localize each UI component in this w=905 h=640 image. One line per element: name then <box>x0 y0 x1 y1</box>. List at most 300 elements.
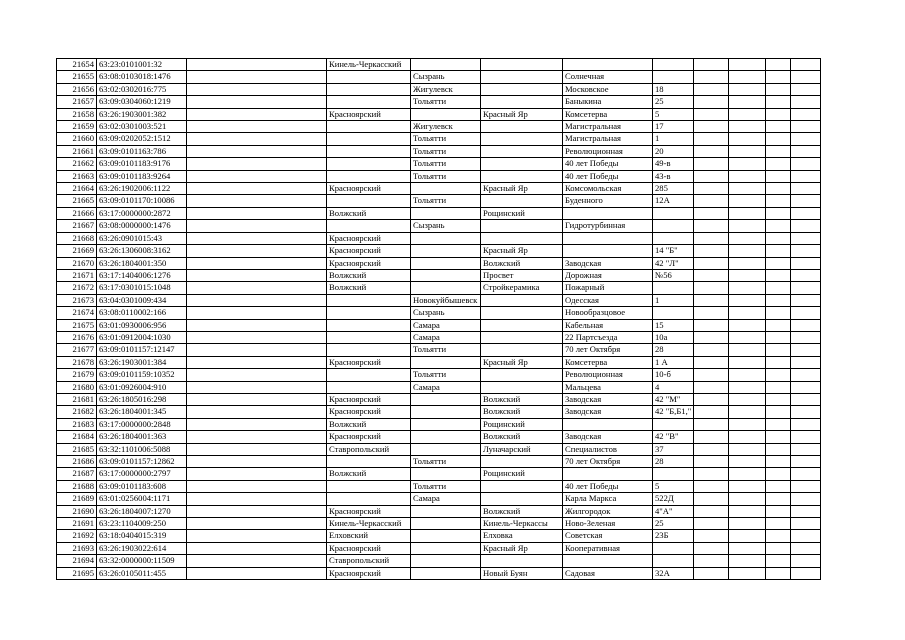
cell-city <box>411 393 481 405</box>
cell-city <box>411 555 481 567</box>
cell-city <box>411 406 481 418</box>
cell-settlement: Кинель-Черкассы <box>481 518 563 530</box>
cell-extra-3 <box>766 294 791 306</box>
cell-extra-1 <box>694 83 729 95</box>
cell-cadastral-number: 63:17:0000000:2797 <box>97 468 187 480</box>
cell-city <box>411 207 481 219</box>
cell-settlement <box>481 480 563 492</box>
cell-street: Революционная <box>563 145 653 157</box>
cell-house <box>653 220 694 232</box>
cell-settlement <box>481 83 563 95</box>
cell-cadastral-number: 63:17:0000000:2848 <box>97 418 187 430</box>
cell-extra-3 <box>766 468 791 480</box>
cell-extra-3 <box>766 393 791 405</box>
cell-extra-2 <box>729 158 766 170</box>
cell-house <box>653 232 694 244</box>
cell-id: 21675 <box>57 319 97 331</box>
cell-id: 21678 <box>57 356 97 368</box>
cell-extra-2 <box>729 133 766 145</box>
cell-extra-3 <box>766 480 791 492</box>
cell-id: 21662 <box>57 158 97 170</box>
cell-street: Заводская <box>563 431 653 443</box>
cell-district: Волжский <box>327 468 411 480</box>
cell-extra-3 <box>766 269 791 281</box>
cell-extra-1 <box>694 381 729 393</box>
cell-id: 21666 <box>57 207 97 219</box>
cell-settlement <box>481 96 563 108</box>
cell-extra-1 <box>694 443 729 455</box>
cell-extra-4 <box>791 567 821 579</box>
cell-empty <box>187 257 327 269</box>
cell-extra-4 <box>791 418 821 430</box>
cell-city: Тольятти <box>411 96 481 108</box>
cell-extra-1 <box>694 183 729 195</box>
cell-district: Елховский <box>327 530 411 542</box>
cell-extra-2 <box>729 282 766 294</box>
cell-extra-4 <box>791 542 821 554</box>
cell-empty <box>187 207 327 219</box>
cell-extra-4 <box>791 406 821 418</box>
cell-city: Самара <box>411 381 481 393</box>
cell-id: 21686 <box>57 456 97 468</box>
cell-street: 40 лет Победы <box>563 480 653 492</box>
table-row <box>57 282 821 294</box>
cell-street: Заводская <box>563 406 653 418</box>
table-row <box>57 542 821 554</box>
cell-extra-4 <box>791 145 821 157</box>
cell-extra-4 <box>791 183 821 195</box>
cell-district: Красноярский <box>327 567 411 579</box>
cell-cadastral-number: 63:26:1902006:1122 <box>97 183 187 195</box>
cell-district <box>327 71 411 83</box>
cell-extra-1 <box>694 493 729 505</box>
cell-settlement: Волжский <box>481 257 563 269</box>
cell-extra-3 <box>766 183 791 195</box>
cell-extra-3 <box>766 59 791 71</box>
cell-street <box>563 245 653 257</box>
cell-extra-3 <box>766 245 791 257</box>
cell-extra-4 <box>791 331 821 343</box>
cell-district <box>327 456 411 468</box>
table-row <box>57 393 821 405</box>
cell-extra-4 <box>791 245 821 257</box>
cell-district <box>327 493 411 505</box>
cell-extra-3 <box>766 145 791 157</box>
cell-street: Комсомольская <box>563 183 653 195</box>
cell-extra-2 <box>729 480 766 492</box>
cell-house <box>653 282 694 294</box>
cell-cadastral-number: 63:17:0000000:2872 <box>97 207 187 219</box>
cell-extra-1 <box>694 393 729 405</box>
table-row <box>57 406 821 418</box>
cell-extra-2 <box>729 257 766 269</box>
cell-city: Тольятти <box>411 480 481 492</box>
cell-city <box>411 518 481 530</box>
cell-empty <box>187 158 327 170</box>
cell-city <box>411 232 481 244</box>
table-row <box>57 183 821 195</box>
cell-settlement: Елховка <box>481 530 563 542</box>
cell-street: 22 Партсъезда <box>563 331 653 343</box>
cell-street: Революционная <box>563 369 653 381</box>
cell-empty <box>187 282 327 294</box>
cell-settlement <box>481 145 563 157</box>
cell-id: 21669 <box>57 245 97 257</box>
cell-extra-4 <box>791 220 821 232</box>
cell-extra-3 <box>766 195 791 207</box>
cell-empty <box>187 505 327 517</box>
cell-city <box>411 431 481 443</box>
cell-extra-4 <box>791 431 821 443</box>
cell-cadastral-number: 63:09:0101159:10352 <box>97 369 187 381</box>
cell-district: Кинель-Черкасский <box>327 518 411 530</box>
cell-extra-2 <box>729 232 766 244</box>
cell-district: Красноярский <box>327 542 411 554</box>
cell-street: 70 лет Октября <box>563 344 653 356</box>
cell-house: 32А <box>653 567 694 579</box>
cell-extra-3 <box>766 121 791 133</box>
cell-settlement <box>481 307 563 319</box>
cell-district <box>327 344 411 356</box>
cell-city: Самара <box>411 331 481 343</box>
cell-settlement <box>481 121 563 133</box>
cell-street: 70 лет Октября <box>563 456 653 468</box>
cell-street: 40 лет Победы <box>563 170 653 182</box>
cell-city: Сызрань <box>411 307 481 319</box>
cell-settlement: Красный Яр <box>481 356 563 368</box>
cell-house: 4 <box>653 381 694 393</box>
cell-id: 21667 <box>57 220 97 232</box>
table-row <box>57 567 821 579</box>
cell-city <box>411 269 481 281</box>
table-body <box>57 59 821 580</box>
cell-empty <box>187 307 327 319</box>
cell-id: 21687 <box>57 468 97 480</box>
cell-extra-2 <box>729 369 766 381</box>
cell-empty <box>187 294 327 306</box>
cell-id: 21693 <box>57 542 97 554</box>
cell-extra-4 <box>791 170 821 182</box>
cell-id: 21694 <box>57 555 97 567</box>
cell-settlement: Просвет <box>481 269 563 281</box>
cell-city: Жигулевск <box>411 121 481 133</box>
cell-house <box>653 542 694 554</box>
cell-extra-4 <box>791 232 821 244</box>
cell-street: Кабельная <box>563 319 653 331</box>
table-row <box>57 344 821 356</box>
cell-house: 42 "М" <box>653 393 694 405</box>
cell-settlement: Красный Яр <box>481 245 563 257</box>
cell-extra-1 <box>694 245 729 257</box>
cell-street <box>563 59 653 71</box>
cell-city: Самара <box>411 319 481 331</box>
cell-extra-3 <box>766 456 791 468</box>
cell-house <box>653 59 694 71</box>
cell-street: Баныкина <box>563 96 653 108</box>
cell-extra-3 <box>766 232 791 244</box>
cell-extra-2 <box>729 406 766 418</box>
cell-house: 522Д <box>653 493 694 505</box>
cell-cadastral-number: 63:09:0101183:9264 <box>97 170 187 182</box>
cell-cadastral-number: 63:02:0302016:775 <box>97 83 187 95</box>
cell-house: 42 "В" <box>653 431 694 443</box>
cell-district <box>327 83 411 95</box>
table-row <box>57 530 821 542</box>
cell-district: Красноярский <box>327 108 411 120</box>
cell-extra-1 <box>694 121 729 133</box>
cell-empty <box>187 493 327 505</box>
cell-city <box>411 59 481 71</box>
cell-settlement: Красный Яр <box>481 108 563 120</box>
cell-empty <box>187 319 327 331</box>
cell-city: Сызрань <box>411 220 481 232</box>
cell-extra-1 <box>694 331 729 343</box>
cell-extra-2 <box>729 443 766 455</box>
cell-cadastral-number: 63:26:1903001:384 <box>97 356 187 368</box>
cell-extra-1 <box>694 232 729 244</box>
cell-extra-1 <box>694 518 729 530</box>
cell-empty <box>187 567 327 579</box>
cell-house: 4"А" <box>653 505 694 517</box>
table-row <box>57 96 821 108</box>
cell-cadastral-number: 63:09:0101183:9176 <box>97 158 187 170</box>
cell-cadastral-number: 63:09:0101157:12147 <box>97 344 187 356</box>
cell-extra-4 <box>791 71 821 83</box>
cell-house: 5 <box>653 108 694 120</box>
cell-extra-4 <box>791 269 821 281</box>
table-row <box>57 220 821 232</box>
cell-extra-3 <box>766 133 791 145</box>
cell-city <box>411 530 481 542</box>
cell-extra-4 <box>791 133 821 145</box>
cell-house: 1 <box>653 133 694 145</box>
table-row <box>57 294 821 306</box>
cell-cadastral-number: 63:09:0202052:1512 <box>97 133 187 145</box>
cell-district <box>327 294 411 306</box>
cell-extra-2 <box>729 331 766 343</box>
cell-settlement: Новый Буян <box>481 567 563 579</box>
cell-extra-3 <box>766 257 791 269</box>
cell-settlement: Волжский <box>481 431 563 443</box>
cell-house: 43-в <box>653 170 694 182</box>
cell-district: Красноярский <box>327 245 411 257</box>
cell-settlement: Красный Яр <box>481 183 563 195</box>
cell-district <box>327 158 411 170</box>
cell-empty <box>187 431 327 443</box>
cell-extra-2 <box>729 170 766 182</box>
cell-extra-3 <box>766 406 791 418</box>
cell-cadastral-number: 63:26:1805016:298 <box>97 393 187 405</box>
cell-extra-2 <box>729 393 766 405</box>
cell-district: Ставропольский <box>327 443 411 455</box>
cell-id: 21658 <box>57 108 97 120</box>
table-row <box>57 245 821 257</box>
cell-house <box>653 468 694 480</box>
cell-extra-1 <box>694 145 729 157</box>
cell-house: 42 "Л" <box>653 257 694 269</box>
cell-cadastral-number: 63:23:0101001:32 <box>97 59 187 71</box>
cell-id: 21671 <box>57 269 97 281</box>
cell-id: 21655 <box>57 71 97 83</box>
cell-extra-1 <box>694 344 729 356</box>
cell-district <box>327 170 411 182</box>
cell-extra-4 <box>791 443 821 455</box>
cell-id: 21692 <box>57 530 97 542</box>
cell-extra-2 <box>729 530 766 542</box>
cell-id: 21683 <box>57 418 97 430</box>
cell-street: Советская <box>563 530 653 542</box>
cell-city <box>411 183 481 195</box>
cell-extra-3 <box>766 369 791 381</box>
table-row <box>57 381 821 393</box>
cell-house: 25 <box>653 518 694 530</box>
cell-settlement: Волжский <box>481 406 563 418</box>
cell-settlement <box>481 555 563 567</box>
cell-extra-2 <box>729 121 766 133</box>
cell-district: Красноярский <box>327 505 411 517</box>
cell-empty <box>187 183 327 195</box>
cell-extra-3 <box>766 207 791 219</box>
cell-district <box>327 369 411 381</box>
table-row <box>57 356 821 368</box>
table-row <box>57 431 821 443</box>
table-row <box>57 269 821 281</box>
table-row <box>57 133 821 145</box>
cell-settlement <box>481 344 563 356</box>
cell-street: Дорожная <box>563 269 653 281</box>
table-row <box>57 121 821 133</box>
cell-street: Московское <box>563 83 653 95</box>
cell-house: 10-б <box>653 369 694 381</box>
cell-city: Сызрань <box>411 71 481 83</box>
cell-district: Красноярский <box>327 393 411 405</box>
cell-cadastral-number: 63:26:1903001:382 <box>97 108 187 120</box>
cell-house: 28 <box>653 344 694 356</box>
cell-district: Волжский <box>327 418 411 430</box>
cell-id: 21677 <box>57 344 97 356</box>
cell-extra-3 <box>766 505 791 517</box>
cell-extra-2 <box>729 493 766 505</box>
cell-empty <box>187 418 327 430</box>
cell-extra-4 <box>791 555 821 567</box>
cell-empty <box>187 195 327 207</box>
cell-id: 21695 <box>57 567 97 579</box>
cell-id: 21664 <box>57 183 97 195</box>
cell-extra-2 <box>729 83 766 95</box>
table-row <box>57 232 821 244</box>
table-row <box>57 369 821 381</box>
cell-extra-2 <box>729 71 766 83</box>
cell-settlement <box>481 381 563 393</box>
cell-id: 21673 <box>57 294 97 306</box>
cell-empty <box>187 530 327 542</box>
cell-extra-4 <box>791 307 821 319</box>
table-row <box>57 195 821 207</box>
cell-extra-3 <box>766 307 791 319</box>
cell-extra-1 <box>694 307 729 319</box>
cell-settlement <box>481 331 563 343</box>
cell-district: Красноярский <box>327 183 411 195</box>
cell-extra-4 <box>791 456 821 468</box>
cell-district <box>327 319 411 331</box>
cell-district <box>327 195 411 207</box>
cell-extra-3 <box>766 418 791 430</box>
cell-cadastral-number: 63:01:0256004:1171 <box>97 493 187 505</box>
cell-cadastral-number: 63:04:0301009:434 <box>97 294 187 306</box>
cell-id: 21670 <box>57 257 97 269</box>
cell-cadastral-number: 63:02:0301003:521 <box>97 121 187 133</box>
cell-city <box>411 567 481 579</box>
cell-extra-2 <box>729 567 766 579</box>
cell-district: Волжский <box>327 269 411 281</box>
cell-extra-1 <box>694 555 729 567</box>
cell-extra-1 <box>694 356 729 368</box>
cell-district <box>327 96 411 108</box>
cell-cadastral-number: 63:17:0301015:1048 <box>97 282 187 294</box>
cell-cadastral-number: 63:18:0404015:319 <box>97 530 187 542</box>
cell-id: 21690 <box>57 505 97 517</box>
cell-extra-2 <box>729 518 766 530</box>
cell-extra-1 <box>694 369 729 381</box>
cell-extra-2 <box>729 220 766 232</box>
cell-id: 21668 <box>57 232 97 244</box>
cell-extra-2 <box>729 319 766 331</box>
cell-street: Новообразцовое <box>563 307 653 319</box>
cell-extra-3 <box>766 431 791 443</box>
cell-street: Садовая <box>563 567 653 579</box>
cell-house <box>653 71 694 83</box>
cell-empty <box>187 121 327 133</box>
cell-cadastral-number: 63:26:1306008:3162 <box>97 245 187 257</box>
table-row <box>57 59 821 71</box>
cell-cadastral-number: 63:09:0101183:608 <box>97 480 187 492</box>
cell-cadastral-number: 63:01:0926004:910 <box>97 381 187 393</box>
cell-city <box>411 542 481 554</box>
cell-district: Красноярский <box>327 257 411 269</box>
cell-empty <box>187 96 327 108</box>
cell-street: Кооперативная <box>563 542 653 554</box>
table-row <box>57 518 821 530</box>
cell-empty <box>187 220 327 232</box>
cell-house: 18 <box>653 83 694 95</box>
cell-extra-4 <box>791 493 821 505</box>
cell-extra-4 <box>791 108 821 120</box>
cell-street: Комсетерва <box>563 356 653 368</box>
cell-extra-4 <box>791 59 821 71</box>
cell-empty <box>187 331 327 343</box>
cell-extra-3 <box>766 331 791 343</box>
cell-house: 37 <box>653 443 694 455</box>
cell-extra-4 <box>791 518 821 530</box>
cell-extra-1 <box>694 207 729 219</box>
cell-house <box>653 207 694 219</box>
cell-house: №56 <box>653 269 694 281</box>
cell-house: 28 <box>653 456 694 468</box>
table-row <box>57 170 821 182</box>
cell-extra-1 <box>694 567 729 579</box>
cell-street: Ново-Зеленая <box>563 518 653 530</box>
cell-empty <box>187 393 327 405</box>
cell-empty <box>187 83 327 95</box>
cell-street <box>563 207 653 219</box>
cell-id: 21663 <box>57 170 97 182</box>
cell-house: 25 <box>653 96 694 108</box>
cell-extra-4 <box>791 530 821 542</box>
cell-empty <box>187 369 327 381</box>
table-row <box>57 319 821 331</box>
cell-extra-3 <box>766 220 791 232</box>
cell-cadastral-number: 63:09:0101170:10086 <box>97 195 187 207</box>
